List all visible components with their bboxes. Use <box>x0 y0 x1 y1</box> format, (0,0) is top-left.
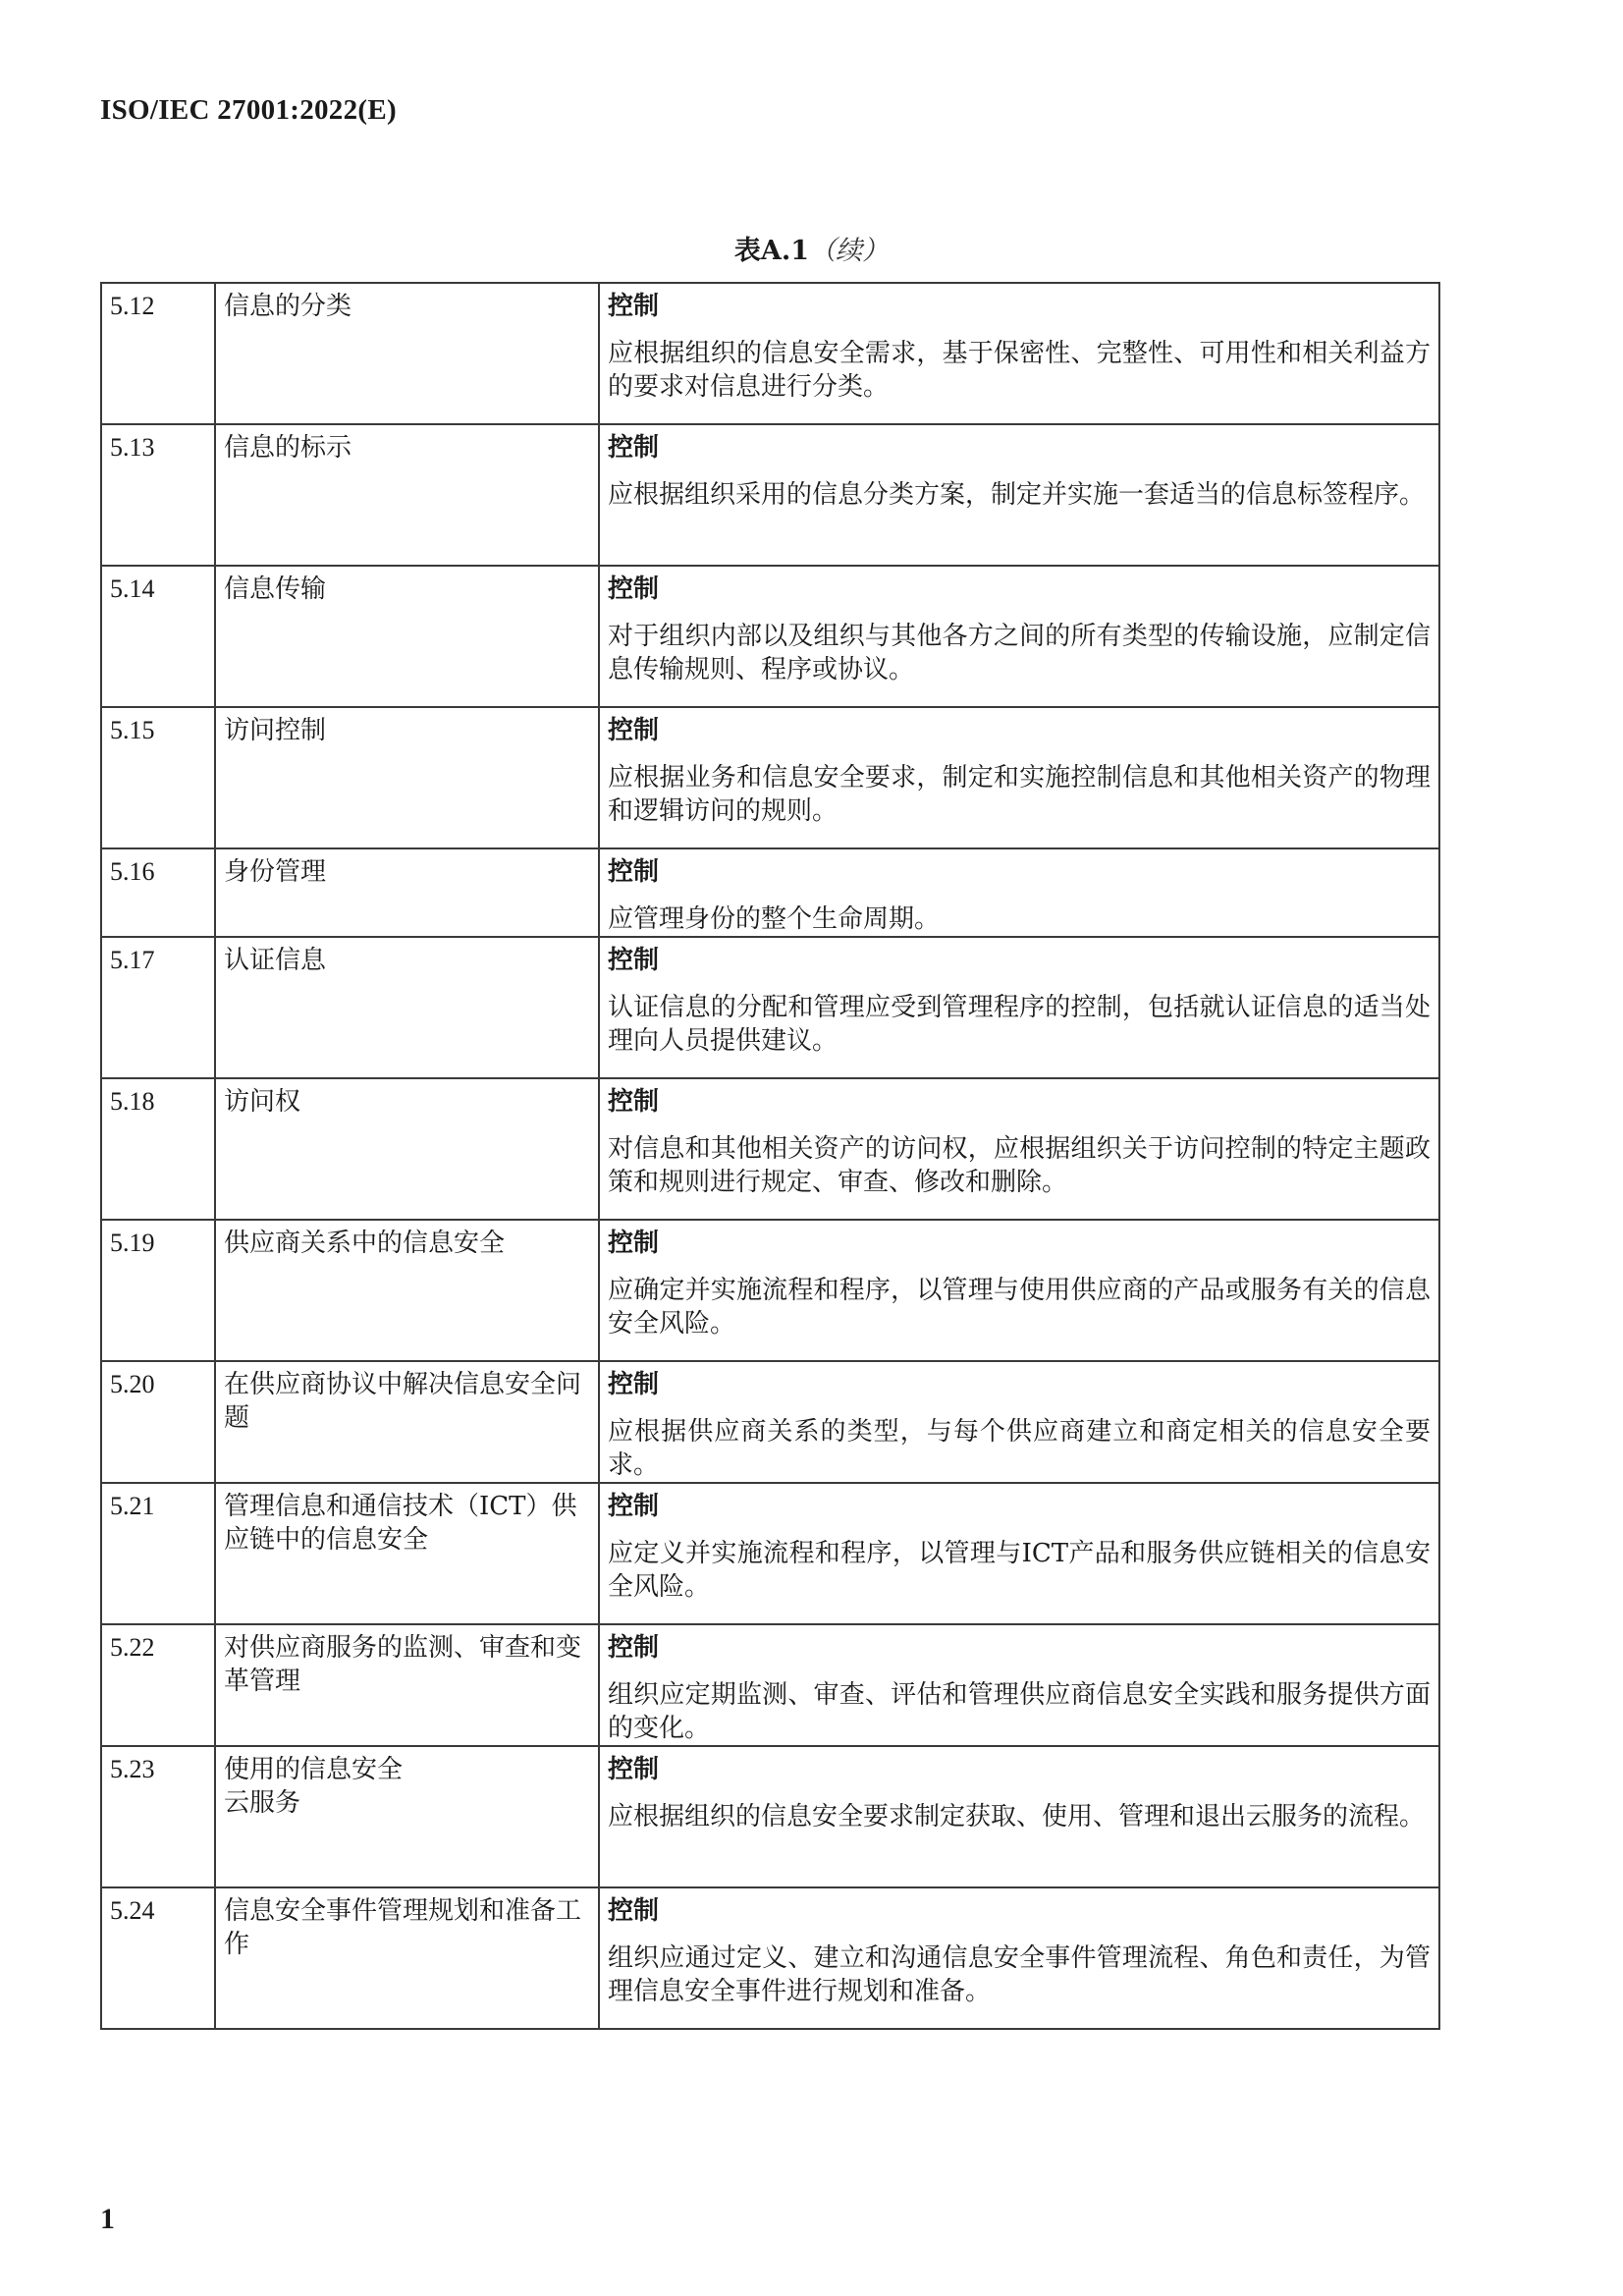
control-number: 5.21 <box>101 1483 215 1624</box>
control-title: 供应商关系中的信息安全 <box>215 1220 599 1361</box>
control-number: 5.16 <box>101 848 215 937</box>
control-number: 5.20 <box>101 1361 215 1483</box>
control-title: 信息传输 <box>215 566 599 707</box>
control-cell <box>599 283 1439 424</box>
control-description: 应定义并实施流程和程序，以管理与ICT产品和服务供应链相关的信息安全风险。 <box>608 1539 1431 1602</box>
control-cell <box>599 707 1439 848</box>
control-cell <box>599 1078 1439 1220</box>
control-description: 对信息和其他相关资产的访问权，应根据组织关于访问控制的特定主题政策和规则进行规定、审查、修改和删除。 <box>608 1134 1431 1197</box>
control-label: 控制 <box>608 946 660 975</box>
control-number: 5.12 <box>101 283 215 424</box>
control-cell <box>599 1361 1439 1483</box>
control-description: 对于组织内部以及组织与其他各方之间的所有类型的传输设施，应制定信息传输规则、程序或协议。 <box>608 622 1431 684</box>
control-title: 使用的信息安全 云服务 <box>215 1746 599 1887</box>
control-title: 认证信息 <box>215 937 599 1078</box>
table-row <box>101 1078 1439 1220</box>
control-number: 5.19 <box>101 1220 215 1361</box>
controls-table <box>100 282 1440 2030</box>
table-row <box>101 566 1439 707</box>
control-label: 控制 <box>608 574 660 604</box>
table-row <box>101 848 1439 937</box>
control-label: 控制 <box>608 292 660 321</box>
control-title: 访问控制 <box>215 707 599 848</box>
control-number: 5.23 <box>101 1746 215 1887</box>
table-row <box>101 424 1439 566</box>
control-label: 控制 <box>608 1492 660 1521</box>
control-label: 控制 <box>608 1896 660 1926</box>
control-description: 应根据组织的信息安全需求，基于保密性、完整性、可用性和相关利益方的要求对信息进行分类。 <box>608 339 1431 402</box>
document-header: ISO/IEC 27001:2022(E) <box>100 94 397 126</box>
control-number: 5.15 <box>101 707 215 848</box>
control-number: 5.22 <box>101 1624 215 1746</box>
table-row <box>101 1361 1439 1483</box>
control-label: 控制 <box>608 1633 660 1663</box>
control-title: 信息安全事件管理规划和准备工作 <box>215 1887 599 2029</box>
table-row <box>101 1483 1439 1624</box>
control-cell <box>599 848 1439 937</box>
control-description: 应根据组织的信息安全要求制定获取、使用、管理和退出云服务的流程。 <box>608 1802 1426 1831</box>
control-number: 5.14 <box>101 566 215 707</box>
table-row <box>101 1887 1439 2029</box>
control-cell <box>599 566 1439 707</box>
page-number: 1 <box>100 2203 115 2235</box>
control-number: 5.24 <box>101 1887 215 2029</box>
control-title: 访问权 <box>215 1078 599 1220</box>
control-title: 身份管理 <box>215 848 599 937</box>
control-label: 控制 <box>608 1755 660 1784</box>
control-title: 在供应商协议中解决信息安全问题 <box>215 1361 599 1483</box>
table-row <box>101 1624 1439 1746</box>
control-title: 对供应商服务的监测、审查和变革管理 <box>215 1624 599 1746</box>
control-label: 控制 <box>608 716 660 745</box>
control-cell <box>599 424 1439 566</box>
control-cell <box>599 1746 1439 1887</box>
control-number: 5.17 <box>101 937 215 1078</box>
control-description: 应确定并实施流程和程序，以管理与使用供应商的产品或服务有关的信息安全风险。 <box>608 1276 1431 1339</box>
table-row <box>101 1220 1439 1361</box>
control-description: 应管理身份的整个生命周期。 <box>608 904 941 934</box>
control-cell <box>599 1624 1439 1746</box>
control-description: 认证信息的分配和管理应受到管理程序的控制，包括就认证信息的适当处理向人员提供建议。 <box>608 993 1431 1056</box>
control-label: 控制 <box>608 1229 660 1258</box>
control-title: 管理信息和通信技术（ICT）供应链中的信息安全 <box>215 1483 599 1624</box>
control-label: 控制 <box>608 1370 660 1399</box>
table-row <box>101 283 1439 424</box>
control-label: 控制 <box>608 857 660 887</box>
control-number: 5.18 <box>101 1078 215 1220</box>
control-description: 组织应定期监测、审查、评估和管理供应商信息安全实践和服务提供方面的变化。 <box>608 1680 1431 1743</box>
control-description: 应根据组织采用的信息分类方案，制定并实施一套适当的信息标签程序。 <box>608 480 1426 510</box>
control-number: 5.13 <box>101 424 215 566</box>
table-caption-main: 表A.1 <box>733 236 810 266</box>
control-title: 信息的标示 <box>215 424 599 566</box>
table-caption <box>0 229 1623 267</box>
control-cell <box>599 937 1439 1078</box>
control-cell <box>599 1887 1439 2029</box>
table-row <box>101 707 1439 848</box>
table-row <box>101 937 1439 1078</box>
controls-table-body <box>101 283 1439 2029</box>
control-cell <box>599 1220 1439 1361</box>
control-label: 控制 <box>608 433 660 463</box>
control-description: 应根据业务和信息安全要求，制定和实施控制信息和其他相关资产的物理和逻辑访问的规则。 <box>608 763 1431 826</box>
control-description: 组织应通过定义、建立和沟通信息安全事件管理流程、角色和责任，为管理信息安全事件进行规划和准备。 <box>608 1943 1431 2006</box>
table-caption-continued: （续） <box>809 236 890 266</box>
control-cell <box>599 1483 1439 1624</box>
table-row <box>101 1746 1439 1887</box>
control-description: 应根据供应商关系的类型，与每个供应商建立和商定相关的信息安全要求。 <box>608 1417 1431 1480</box>
control-title: 信息的分类 <box>215 283 599 424</box>
control-label: 控制 <box>608 1087 660 1117</box>
